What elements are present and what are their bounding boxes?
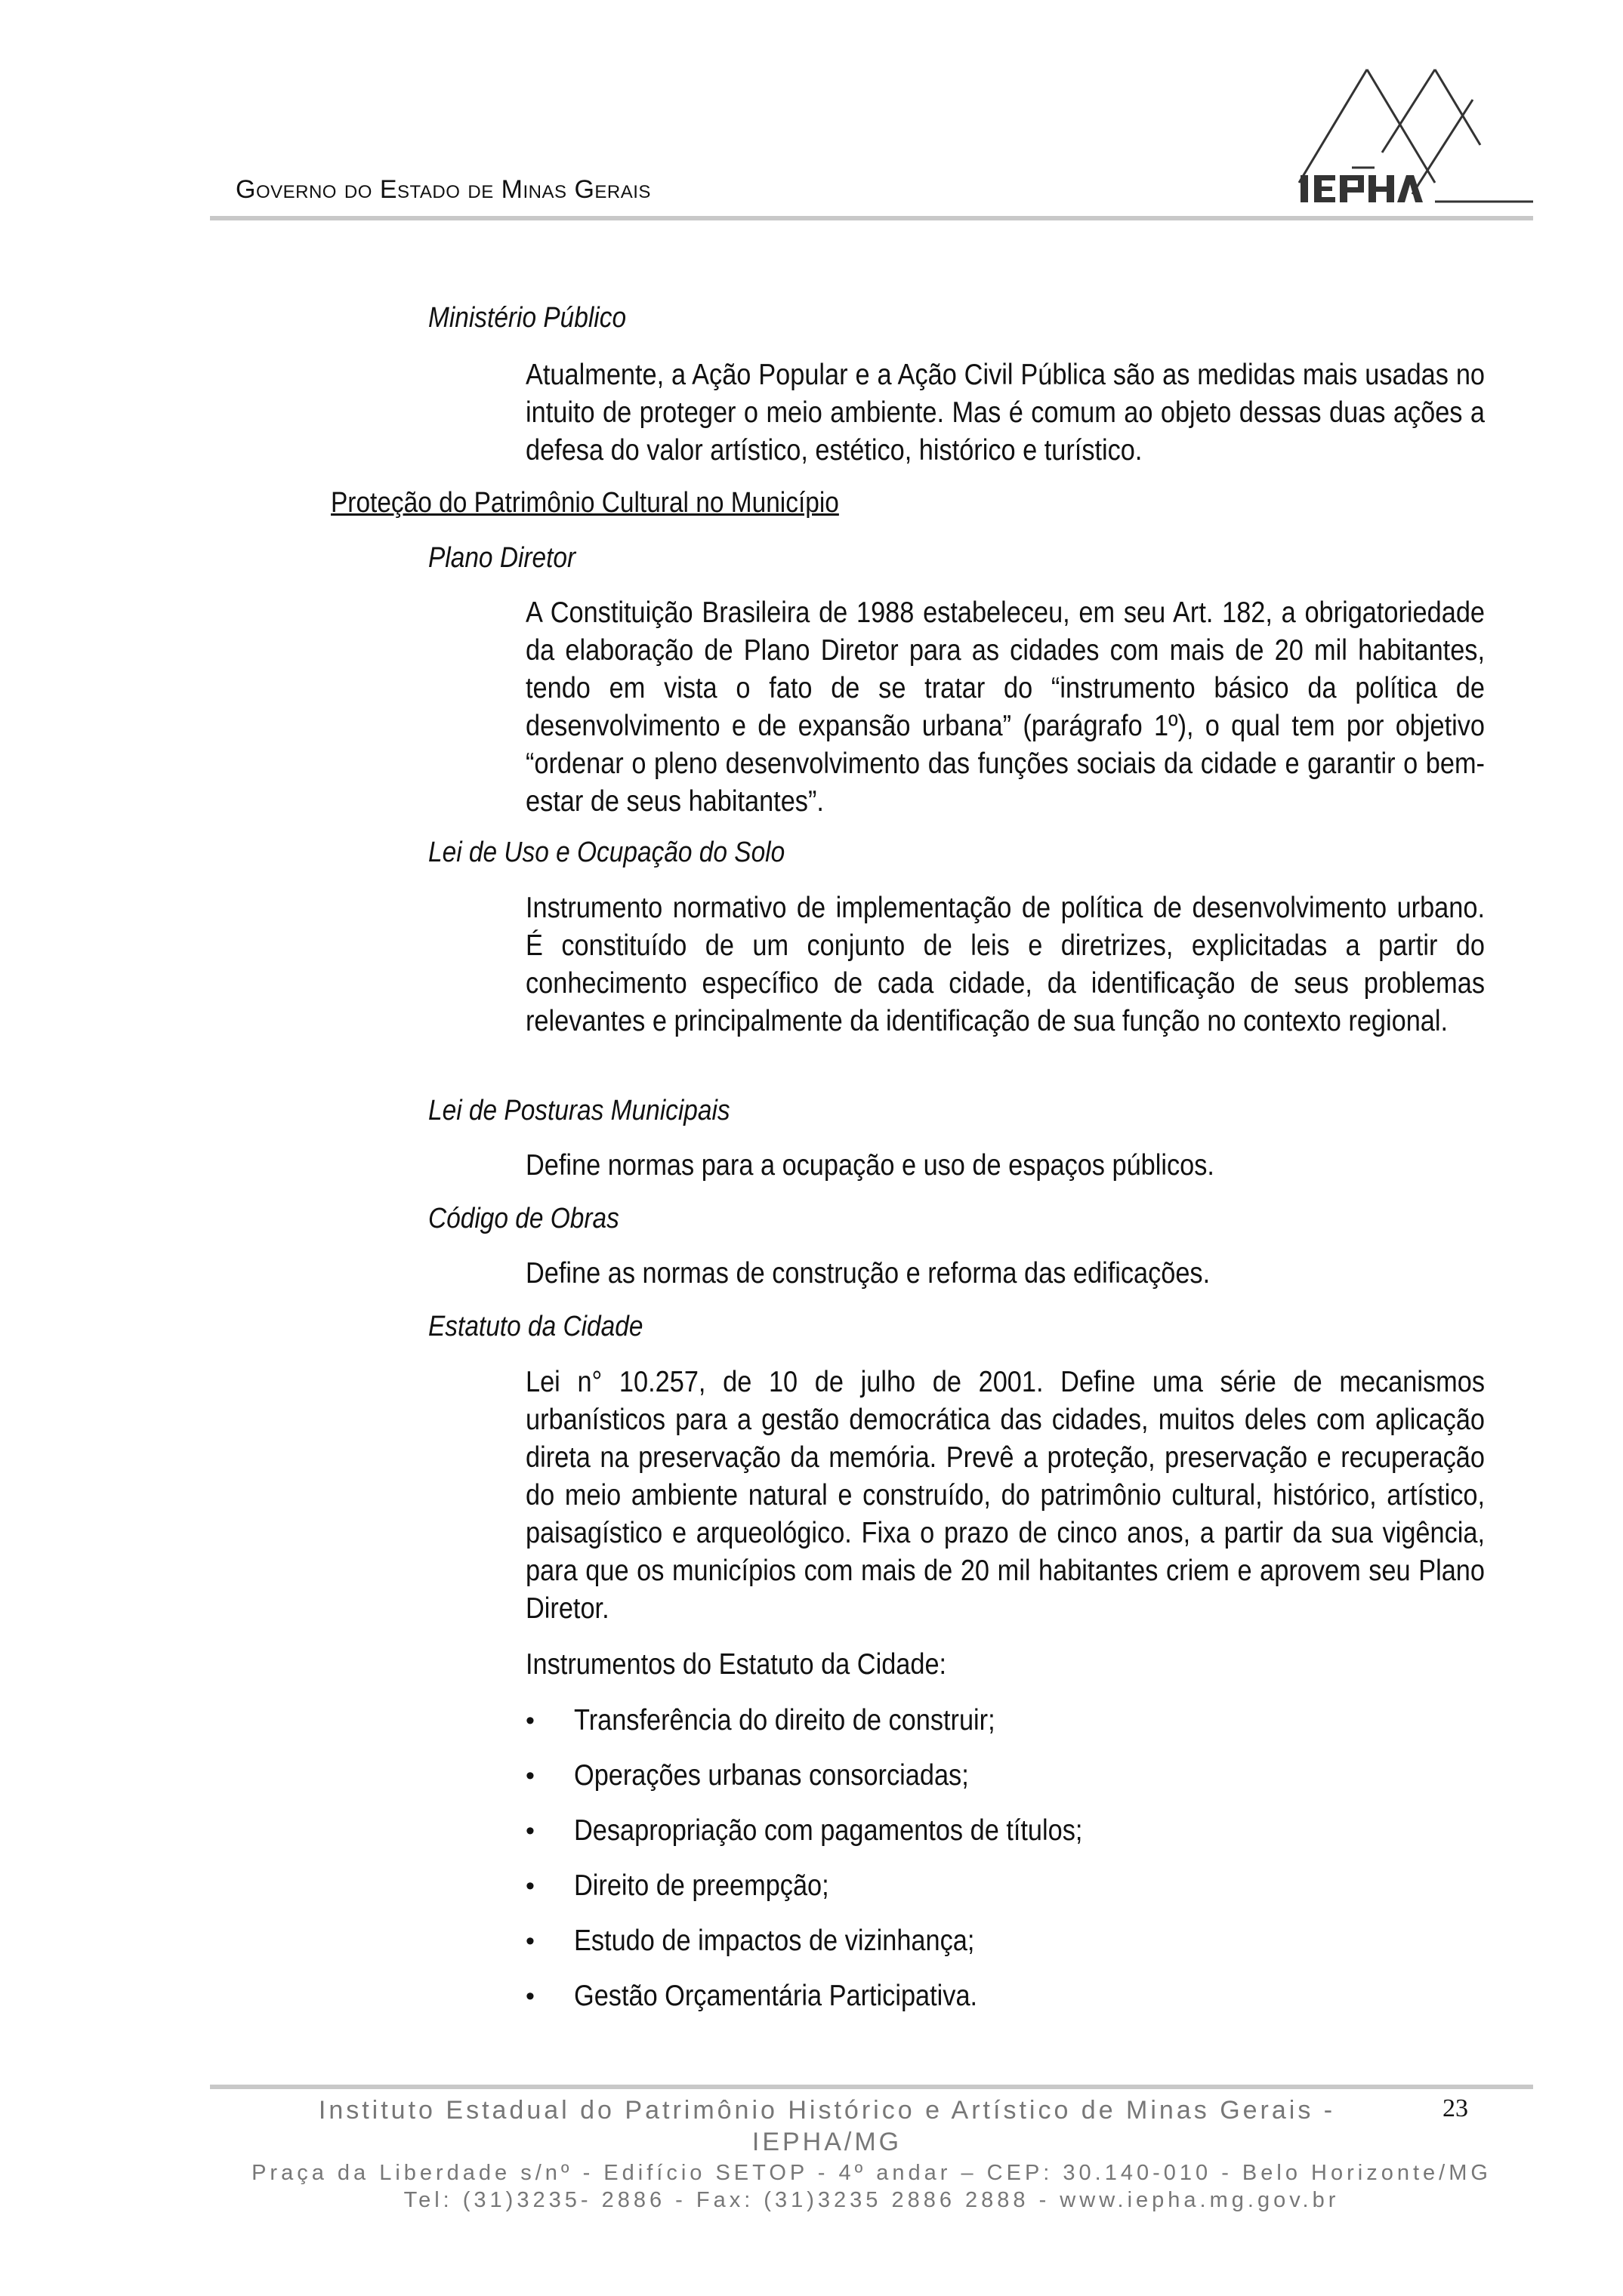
list-item: • Estudo de impactos de vizinhança; — [526, 1922, 1485, 1977]
bullet-icon: • — [526, 1761, 535, 1790]
bullet-icon: • — [526, 1817, 535, 1845]
paragraph-codigo-obras: Define as normas de construção e reforma das edificações. — [526, 1257, 1211, 1290]
bullet-icon: • — [526, 1982, 535, 2011]
heading-ministerio-publico: Ministério Público — [428, 302, 627, 334]
list-item: • Direito de preempção; — [526, 1867, 1485, 1922]
footer-contact: Tel: (31)3235- 2886 - Fax: (31)3235 2886 2888 - www.iepha.mg.gov.br — [403, 2188, 1340, 2212]
heading-estatuto-cidade: Estatuto da Cidade — [428, 1311, 643, 1342]
page-number: 23 — [1442, 2094, 1468, 2122]
heading-plano-diretor: Plano Diretor — [428, 542, 576, 574]
instruments-intro: Instrumentos do Estatuto da Cidade: — [526, 1648, 947, 1681]
footer-institute-acronym: IEPHA/MG — [751, 2128, 903, 2156]
heading-uso-ocupacao-solo: Lei de Uso e Ocupação do Solo — [428, 837, 785, 868]
bullet-icon: • — [526, 1927, 535, 1955]
paragraph-uso-ocupacao-solo: Instrumento normativo de implementação de política de desenvolvimento urbano. É constituído de um conjunto de leis e diretrizes, explicitadas a partir do conhecimento específico de cada cidade, da identificação de seus problemas relevantes e principalmente da identificação de sua função no contexto regional. — [526, 892, 1485, 1037]
section-title-protecao: Proteção do Patrimônio Cultural no Município — [331, 487, 839, 519]
paragraph-estatuto-cidade: Lei n° 10.257, de 10 de julho de 2001. Define uma série de mecanismos urbanísticos para a gestão democrática das cidades, muitos deles com aplicação direta na preservação da memória. Prevê a proteção, preservação e recuperação do meio ambiente natural e construído, do patrimônio cultural, histórico, artístico, paisagístico e arqueológico. Fixa o prazo de cinco anos, a partir da sua vigência, para que os municípios com mais de 20 mil habitantes criem e aprovem seu Plano Diretor. — [526, 1366, 1485, 1625]
footer-divider — [210, 2085, 1533, 2089]
footer-address: Praça da Liberdade s/nº - Edifício SETOP - 4º andar – CEP: 30.140-010 - Belo Horizonte/MG — [251, 2161, 1492, 2185]
bullet-icon: • — [526, 1872, 535, 1900]
header-divider — [210, 216, 1533, 220]
list-item: • Operações urbanas consorciadas; — [526, 1757, 1485, 1812]
instruments-list — [526, 1702, 1485, 2032]
paragraph-ministerio-publico: Atualmente, a Ação Popular e a Ação Civil Pública são as medidas mais usadas no intuito de proteger o meio ambiente. Mas é comum ao objeto dessas duas ações a defesa do valor artístico, estético, histórico e turístico. — [526, 359, 1485, 467]
footer-institute-name: Instituto Estadual do Patrimônio Histórico e Artístico de Minas Gerais - — [318, 2096, 1336, 2125]
bullet-icon: • — [526, 1706, 535, 1735]
heading-posturas-municipais: Lei de Posturas Municipais — [428, 1095, 730, 1126]
iepha-logo — [1284, 62, 1533, 213]
list-item: • Desapropriação com pagamentos de títulos; — [526, 1812, 1485, 1867]
paragraph-plano-diretor: A Constituição Brasileira de 1988 estabeleceu, em seu Art. 182, a obrigatoriedade da elaboração de Plano Diretor para as cidades com mais de 20 mil habitantes, tendo em vista o fato de se tratar do “instrumento básico da política de desenvolvimento e de expansão urbana” (parágrafo 1º), o qual tem por objetivo “ordenar o pleno desenvolvimento das funções sociais da cidade e garantir o bem-estar de seus habitantes”. — [526, 596, 1485, 818]
paragraph-posturas-municipais: Define normas para a ocupação e uso de espaços públicos. — [526, 1149, 1214, 1182]
list-item: • Gestão Orçamentária Participativa. — [526, 1977, 1485, 2032]
list-item: • Transferência do direito de construir; — [526, 1702, 1485, 1757]
heading-codigo-obras: Código de Obras — [428, 1203, 619, 1234]
header-title: Governo do Estado de Minas Gerais — [236, 175, 651, 204]
